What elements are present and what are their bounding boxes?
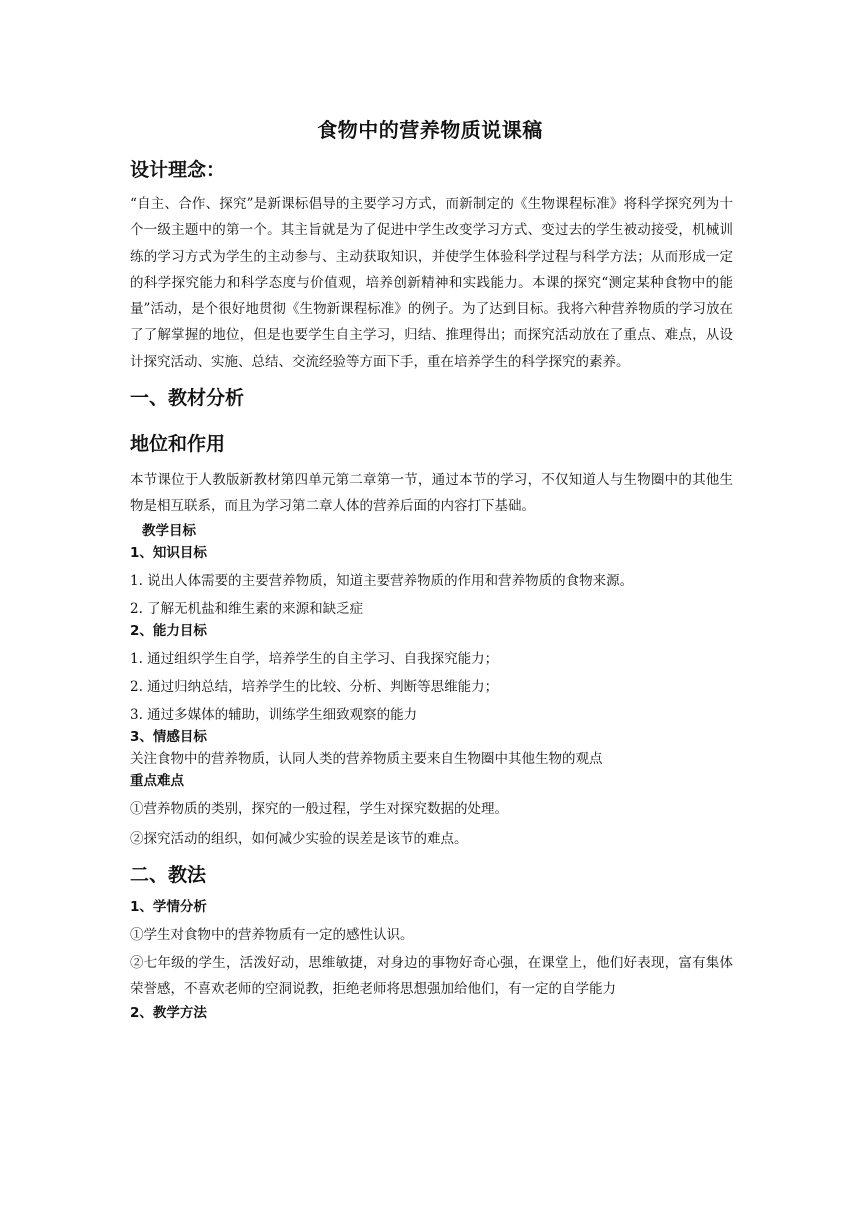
ability-goal-item: 3. 通过多媒体的辅助，训练学生细致观察的能力	[130, 706, 418, 723]
emotion-goals-heading: 3、情感目标	[130, 728, 207, 745]
section2-heading: 二、教法	[130, 863, 207, 886]
section1-heading: 一、教材分析	[130, 387, 245, 410]
design-heading: 设计理念：	[130, 159, 226, 181]
knowledge-goals-heading: 1、知识目标	[130, 544, 207, 561]
learner-analysis-item: ②七年级的学生，活泼好动，思维敏捷，对身边的事物好奇心强，在课堂上，他们好表现，富有集体荣誉感，不喜欢老师的空洞说教，拒绝老师将思想强加给他们，有一定的自学能力	[130, 954, 733, 997]
design-paragraph: “自主、合作、探究”是新课标倡导的主要学习方式，而新制定的《生物课程标准》将科学探究列为十个一级主题中的第一个。其主旨就是为了促进中学生改变学习方式、变过去的学生被动接受，机械训练的学习方式为学生的主动参与、主动获取知识，并使学生体验科学过程与科学方法；从而形成一定的科学探究能力和科学态度与价值观，培养创新精神和实践能力。本课的探究“测定某种食物中的能量”活动，是个很好地贯彻《生物新课程标准》的例子。为了达到目标。我将六种营养物质的学习放在了了解掌握的地位，但是也要学生自主学习，归结、推理得出；而探究活动放在了重点、难点，从设计探究活动、实施、总结、交流经验等方面下手，重在培养学生的科学探究的素养。	[130, 196, 733, 370]
knowledge-goal-item: 2. 了解无机盐和维生素的来源和缺乏症	[130, 600, 364, 617]
knowledge-goal-item: 1. 说出人体需要的主要营养物质，知道主要营养物质的作用和营养物质的食物来源。	[130, 572, 634, 589]
ability-goals-heading: 2、能力目标	[130, 622, 207, 639]
key-points-heading: 重点难点	[130, 772, 184, 789]
position-paragraph: 本节课位于人教版新教材第四单元第二章第一节，通过本节的学习，不仅知道人与生物圈中的其他生物是相互联系，而且为学习第二章人体的营养后面的内容打下基础。	[130, 472, 733, 515]
learner-analysis-heading: 1、学情分析	[130, 898, 207, 915]
ability-goal-item: 2. 通过归纳总结，培养学生的比较、分析、判断等思维能力；	[130, 678, 499, 695]
teaching-method-heading: 2、教学方法	[130, 1005, 207, 1022]
page-title: 食物中的营养物质说课稿	[317, 118, 543, 142]
document-body	[130, 155, 733, 1024]
goals-heading: 教学目标	[142, 522, 196, 539]
position-heading: 地位和作用	[130, 433, 226, 456]
emotion-goal-text: 关注食物中的营养物质，认同人类的营养物质主要来自生物圈中其他生物的观点	[130, 750, 603, 767]
key-point-item: ①营养物质的类别，探究的一般过程，学生对探究数据的处理。	[130, 800, 508, 817]
learner-analysis-item: ①学生对食物中的营养物质有一定的感性认识。	[130, 926, 414, 943]
ability-goal-item: 1. 通过组织学生自学，培养学生的自主学习、自我探究能力；	[130, 650, 499, 667]
key-point-item: ②探究活动的组织，如何减少实验的误差是该节的难点。	[130, 830, 468, 847]
